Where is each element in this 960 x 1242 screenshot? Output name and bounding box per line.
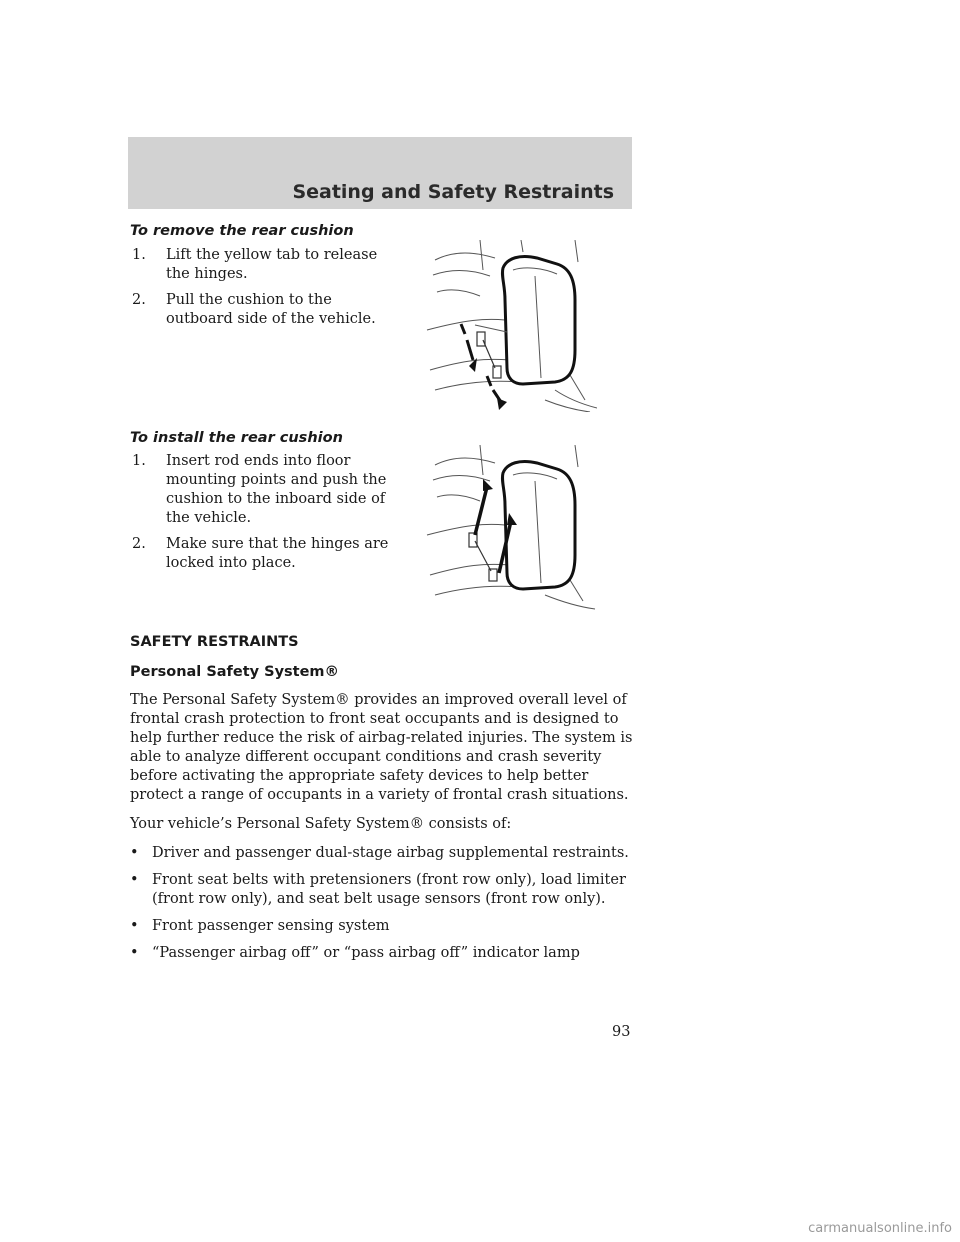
consists-of-intro: Your vehicle’s Personal Safety System® consists of:	[130, 816, 512, 832]
bullet-marker: •	[130, 872, 139, 888]
personal-safety-system-paragraph: The Personal Safety System® provides an improved overall level of frontal crash protection to front seat occupants and is designed to help further reduce the risk of airbag-related injuries. The system is able to analyze different occupant conditions and crash severity before activating the appropriate safety devices to help better protect a range of occupants in a variety of frontal crash situations.	[130, 692, 633, 803]
remove-cushion-heading: To remove the rear cushion	[130, 223, 354, 239]
components-bullet-list	[130, 844, 642, 971]
step-number: 2.	[132, 536, 146, 552]
bullet-marker: •	[130, 945, 139, 961]
install-cushion-heading: To install the rear cushion	[130, 430, 343, 446]
step-text: Lift the yellow tab to release the hinges.	[166, 247, 378, 282]
list-item	[130, 291, 390, 329]
list-item	[130, 452, 390, 528]
step-text: Make sure that the hinges are locked into place.	[166, 536, 389, 571]
bullet-marker: •	[130, 918, 139, 934]
page-number: 93	[612, 1024, 631, 1040]
list-item	[130, 844, 642, 863]
personal-safety-system-heading: Personal Safety System®	[130, 664, 340, 680]
bullet-text: Front seat belts with pretensioners (front row only), load limiter (front row only), and seat belt usage sensors (front row only).	[152, 872, 626, 907]
step-text: Pull the cushion to the outboard side of the vehicle.	[166, 292, 376, 327]
step-number: 1.	[132, 453, 146, 469]
bullet-text: Front passenger sensing system	[152, 918, 390, 934]
bullet-text: Driver and passenger dual-stage airbag supplemental restraints.	[152, 845, 629, 861]
page-header-title: Seating and Safety Restraints	[292, 181, 614, 203]
remove-cushion-illustration	[425, 240, 597, 412]
install-steps-list	[130, 452, 390, 580]
list-item	[130, 535, 390, 573]
step-text: Insert rod ends into floor mounting points and push the cushion to the inboard side of the vehicle.	[166, 453, 387, 526]
watermark: carmanualsonline.info	[808, 1221, 952, 1236]
safety-restraints-heading: SAFETY RESTRAINTS	[130, 634, 299, 650]
list-item	[130, 917, 642, 936]
remove-steps-list	[130, 246, 390, 336]
step-number: 2.	[132, 292, 146, 308]
bullet-text: “Passenger airbag off” or “pass airbag off” indicator lamp	[152, 945, 580, 961]
list-item	[130, 246, 390, 284]
step-number: 1.	[132, 247, 146, 263]
page-header-band	[128, 137, 632, 209]
install-cushion-illustration	[425, 445, 597, 613]
list-item	[130, 871, 642, 909]
bullet-marker: •	[130, 845, 139, 861]
list-item	[130, 944, 642, 963]
